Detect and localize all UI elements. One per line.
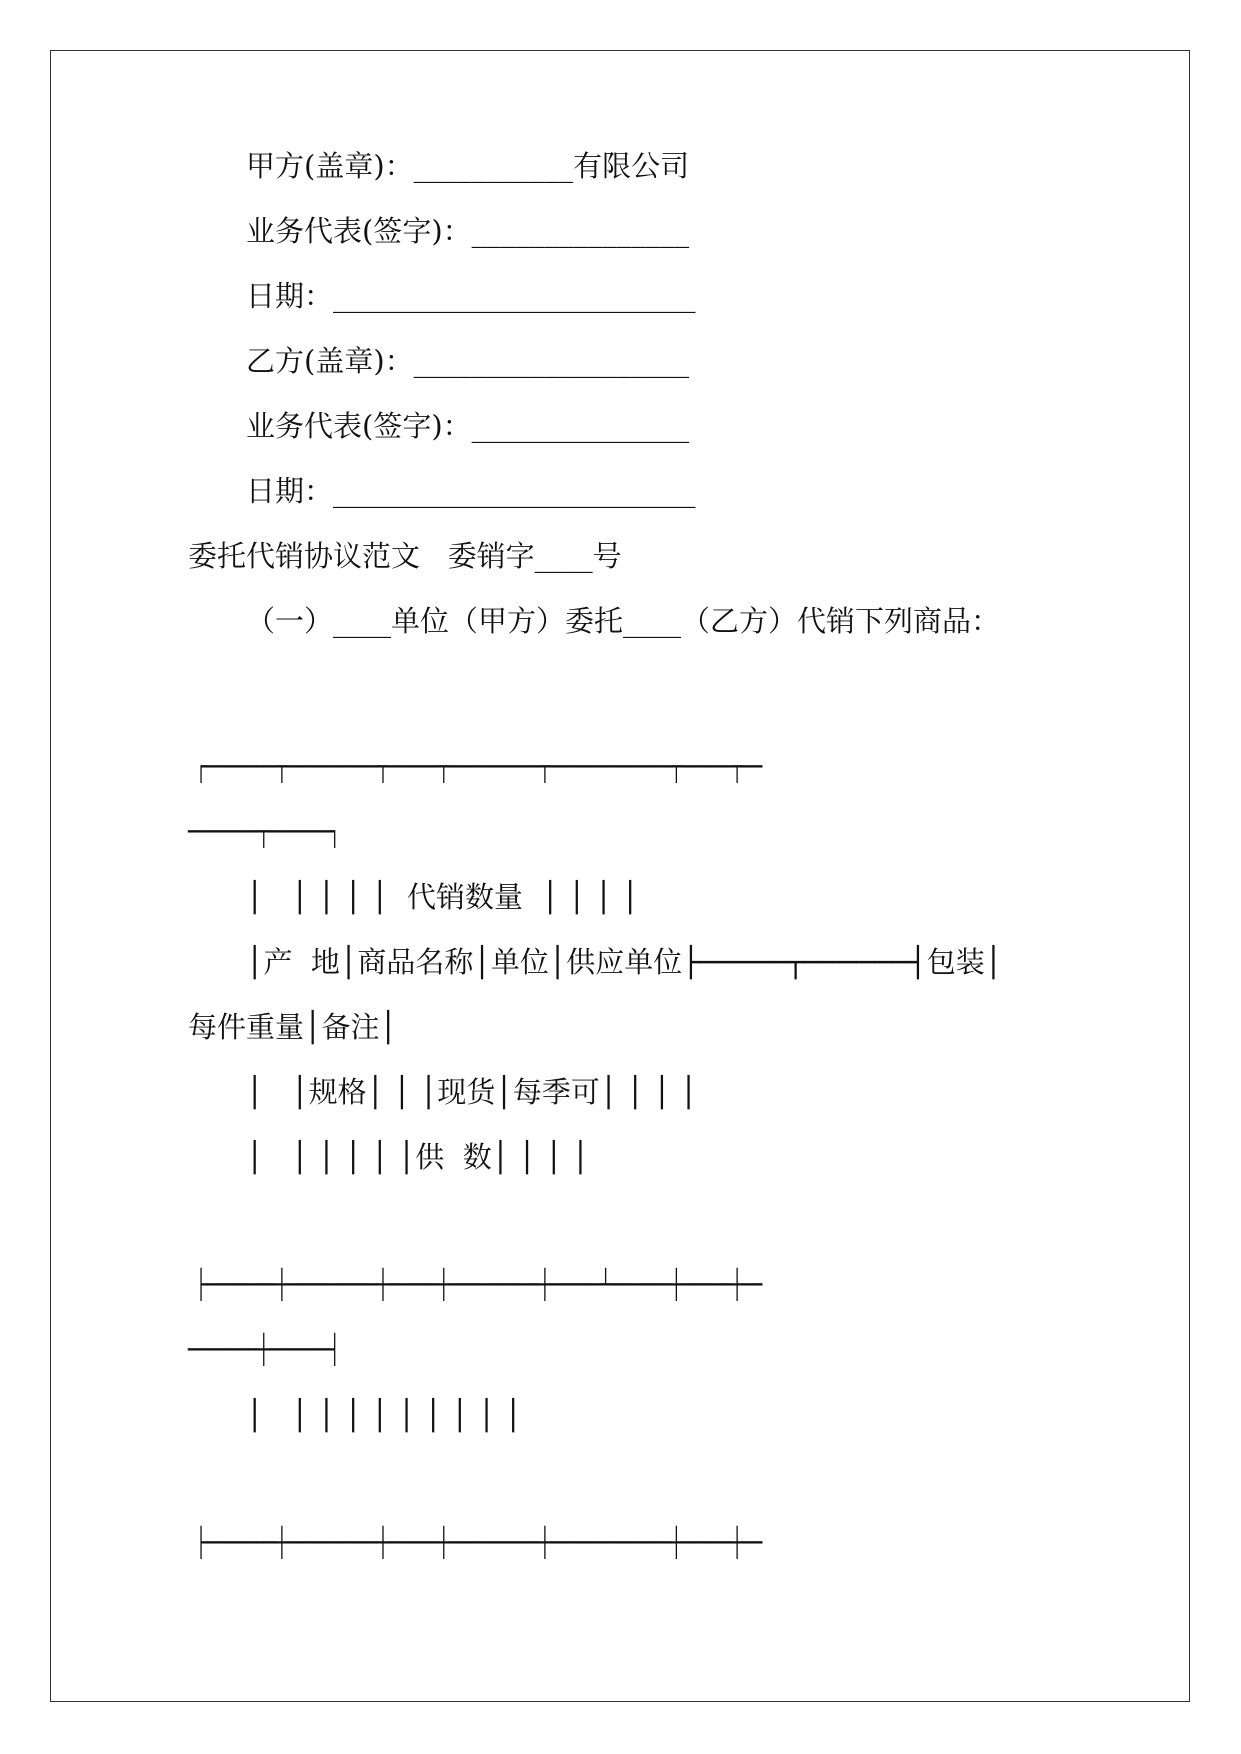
table-border-top-continued: ───────┬──────┐ [188,815,340,848]
party-b-representative-line: 业务代表(签字)：_______________ [246,409,690,443]
table-border-lower: ├───────┼─────────┼─────┼─────────┼────────────┼─────┼── [196,1526,763,1559]
party-b-seal-line: 乙方(盖章)：___________________ [246,344,690,378]
party-b-date-line: 日期：_________________________ [246,474,696,508]
table-header-row-3: │ │规格│ │ │现货│每季可│ │ │ │ [246,1075,698,1109]
party-a-seal-line: 甲方(盖章)：___________有限公司 [246,149,690,183]
table-data-row-1: │ │ │ │ │ │ │ │ │ │ [246,1398,522,1432]
table-border-middle: ├───────┼─────────┼─────┼─────────┼─────┴──────┼─────┼── [196,1268,763,1301]
table-header-row-2: │产 地│商品名称│单位│供应单位├─────┬──────┤包装│ [246,945,1003,979]
party-a-date-line: 日期：_________________________ [246,279,696,313]
table-header-row-2-continued: 每件重量│备注│ [188,1010,397,1044]
table-header-row-1: │ │ │ │ │ 代销数量 │ │ │ │ [246,880,639,914]
table-border-top: ┌───────┬─────────┬─────┬─────────┬────────────┬─────┬── [196,750,763,783]
agreement-title: 委托代销协议范文 委销字____号 [188,539,622,573]
table-header-row-4: │ │ │ │ │ │供 数│ │ │ │ [246,1140,590,1174]
party-a-representative-line: 业务代表(签字)：_______________ [246,214,690,248]
table-border-middle-continued: ───────┼──────┤ [188,1333,340,1366]
clause-1: （一）____单位（甲方）委托____（乙方）代销下列商品： [246,604,1001,638]
